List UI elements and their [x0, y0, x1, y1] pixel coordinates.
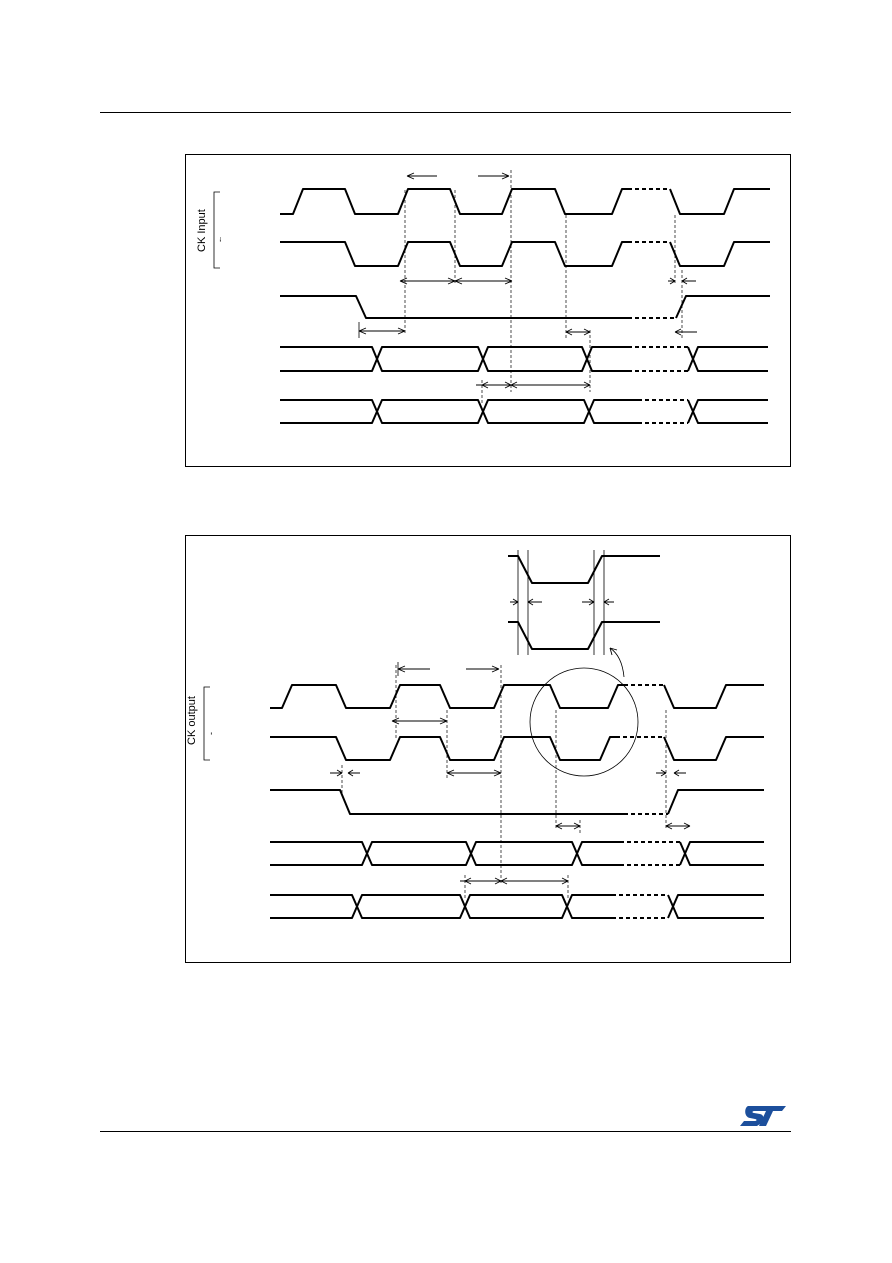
ck-output-data-2	[270, 895, 612, 918]
ck-output-clock-1	[270, 685, 624, 708]
ck-output-enable-end	[668, 790, 764, 814]
ck-output-arrow-enable-setup	[330, 770, 360, 776]
ck-output-clock-2	[270, 737, 616, 760]
ck-output-bracket	[204, 687, 210, 760]
ck-output-zoom-arrow-left	[510, 599, 542, 605]
ck-output-arrow-period-right	[466, 666, 499, 672]
st-logo-icon	[740, 1104, 788, 1128]
ck-output-arrow-skew	[656, 770, 686, 776]
ck-output-group-label-suffix: -	[206, 732, 216, 735]
ck-output-arrow-data-hold	[501, 878, 568, 884]
ck-output-enable	[270, 790, 624, 814]
ck-output-zoom-lower	[508, 622, 660, 649]
ck-input-group-label: CK Input	[196, 209, 208, 252]
st-logo-shape	[740, 1106, 786, 1126]
ck-output-data-2-dashed	[612, 895, 668, 918]
ck-output-arrow-hold-2	[666, 823, 690, 829]
ck-input-group-label-suffix: -	[215, 239, 225, 242]
ck-output-group-label: CK output	[186, 696, 198, 745]
ck-output-arrow-data-setup	[460, 878, 501, 884]
ck-output-clock-2-end	[664, 737, 764, 760]
ck-output-data-1-end	[680, 842, 764, 865]
ck-output-arrow-low	[447, 770, 501, 776]
ck-output-data-1-dashed	[620, 842, 680, 865]
ck-output-data-1	[270, 842, 620, 865]
ck-output-arrow-high	[392, 718, 447, 724]
ck-output-data-2-end	[668, 895, 764, 918]
ck-output-zoom-arrow-right	[582, 599, 614, 605]
ck-output-clock-1-end	[664, 685, 764, 708]
ck-output-zoom-upper	[508, 556, 660, 583]
ck-output-arrow-hold	[556, 823, 580, 829]
ck-output-zoom-pointer	[610, 648, 624, 677]
ck-output-arrow-period-left	[398, 666, 430, 672]
